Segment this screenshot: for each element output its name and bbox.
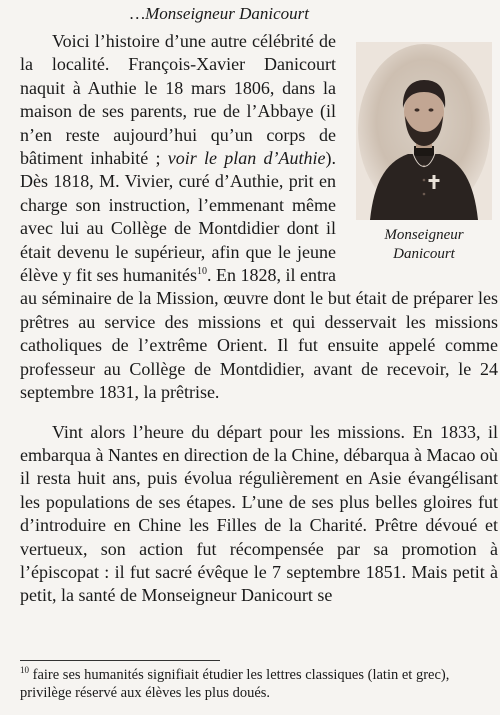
paragraph-1-part-3: . En 1828, il entra au séminaire de la Mission, œuvre dont le but était de préparer les prêtres au service des missions et qui desservait les missions catholiques de l’extrême Orient. Il fut ensuite appelé comme professeur au Collège de Montdidier, avant de recevoir, le 24 septembre 1831, la prêtrise. [20,265,498,403]
plan-reference: voir le plan d’Authie [167,148,326,169]
footnote-ref: 10 [196,266,207,278]
caption-line-1: Monseigneur [384,227,464,243]
paragraph-1-part-2: ). Dès 1818, M. Vivier, curé d’Authie, prit en charge son instruction, l’emmenant même avec lui au Collège de Montdidier dont il était devenu le supérieur, afin que le jeune élève y fit ses humanités [20,148,336,286]
body-text [20,30,498,608]
portrait-figure [350,42,498,264]
caption-line-2: Danicourt [393,246,455,262]
paragraph-2: Vint alors l’heure du départ pour les missions. En 1833, il embarqua à Nantes en direction de la Chine, débarqua à Macao où il resta huit ans, puis évolua régulièrement en Asie évangélisant les populations de ses étapes. L’une de ses plus belles gloires fut d’introduire en Chine les Filles de la Charité. Prêtre dévoué et vertueux, son action fut récompensée par sa promotion à l’épiscopat : il fut sacré évêque le 7 septembre 1851. Mais petit à petit, la santé de Monseigneur Danicourt se [20,421,498,606]
portrait-caption [350,226,498,264]
paragraph-1-part-1: Voici l’histoire d’une autre célébrité de la localité. François-Xavier Danicourt naquit à Authie le 18 mars 1806, dans la maison de ses parents, rue de l’Abbaye (il n’en reste aujourd’hui qu’un corps de bâtiment inhabité ; [20,31,336,169]
portrait-illustration [356,42,492,220]
footnote-text: faire ses humanités signifiait étudier les lettres classiques (latin et grec), privilège réservé aux élèves les plus doués. [20,667,450,701]
footnote [20,666,498,702]
footnote-number: 10 [20,665,29,676]
page-heading: …Monseigneur Danicourt [130,4,309,23]
footnote-divider [20,660,220,661]
portrait-image [356,42,492,220]
